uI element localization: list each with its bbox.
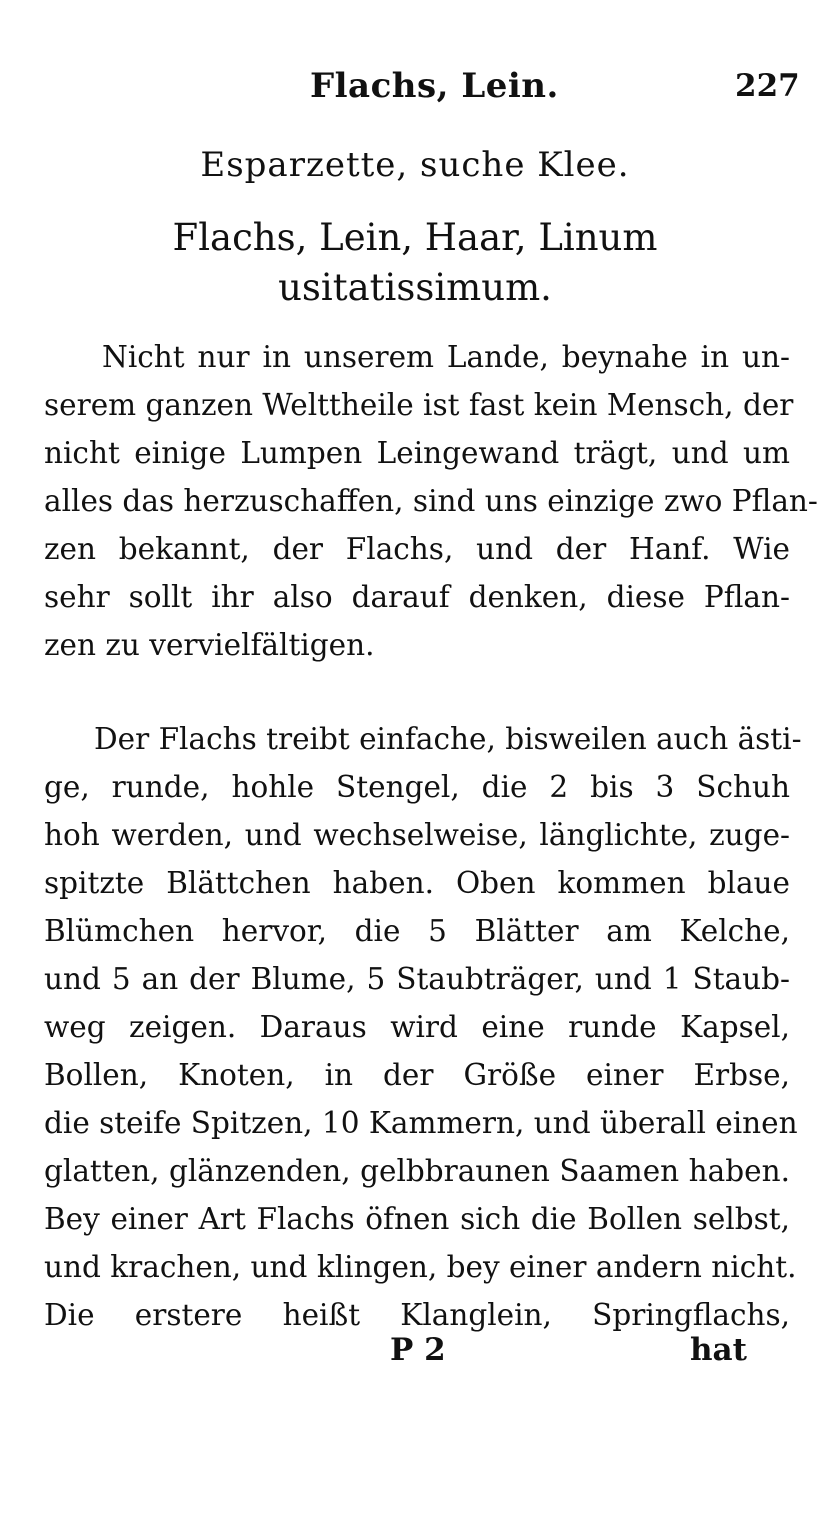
text-line: Die erstere heißt Klanglein, Springflachs,: [44, 1298, 790, 1332]
text-line: weg zeigen. Daraus wird eine runde Kapsel,: [44, 1010, 790, 1044]
text-line: die steife Spitzen, 10 Kammern, und überall einen: [44, 1106, 798, 1140]
entry-title: [0, 213, 830, 313]
text-line: Nicht nur in unserem Lande, beynahe in un-: [102, 340, 790, 374]
entry-title-line-2: usitatissimum.: [278, 266, 552, 309]
text-line: zen zu vervielfältigen.: [44, 628, 375, 662]
page-footer: [0, 1332, 830, 1376]
text-line: zen bekannt, der Flachs, und der Hanf. Wie: [44, 532, 790, 566]
running-head: [0, 66, 830, 116]
text-line: spitzte Blättchen haben. Oben kommen blaue: [44, 866, 790, 900]
text-line: serem ganzen Welttheile ist fast kein Mensch, der: [44, 388, 794, 422]
text-line: und krachen, und klingen, bey einer andern nicht.: [44, 1250, 797, 1284]
entry-title-line-1: Flachs, Lein, Haar, Linum: [172, 216, 658, 259]
text-line: hoh werden, und wechselweise, länglichte, zuge-: [44, 818, 790, 852]
text-line: Bollen, Knoten, in der Größe einer Erbse,: [44, 1058, 790, 1092]
text-line: Blümchen hervor, die 5 Blätter am Kelche,: [44, 914, 790, 948]
signature-mark: P 2: [390, 1332, 446, 1368]
text-line: Der Flachs treibt einfache, bisweilen auch ästi-: [94, 722, 802, 756]
text-line: Bey einer Art Flachs öfnen sich die Bollen selbst,: [44, 1202, 790, 1236]
text-line: glatten, glänzenden, gelbbraunen Saamen haben.: [44, 1154, 790, 1188]
text-line: sehr sollt ihr also darauf denken, diese Pflan-: [44, 580, 790, 614]
text-line: ge, runde, hohle Stengel, die 2 bis 3 Schuh: [44, 770, 790, 804]
paragraph-2: [44, 715, 802, 1339]
paragraph-1: [44, 333, 818, 669]
text-line: nicht einige Lumpen Leingewand trägt, und um: [44, 436, 790, 470]
cross-reference-heading: Esparzette, suche Klee.: [200, 145, 630, 185]
text-line: und 5 an der Blume, 5 Staubträger, und 1 Staub-: [44, 962, 790, 996]
text-line: alles das herzuschaffen, sind uns einzige zwo Pflan-: [44, 484, 818, 518]
catchword: hat: [690, 1332, 747, 1368]
page-number: 227: [735, 68, 800, 104]
running-title: Flachs, Lein.: [310, 66, 559, 106]
